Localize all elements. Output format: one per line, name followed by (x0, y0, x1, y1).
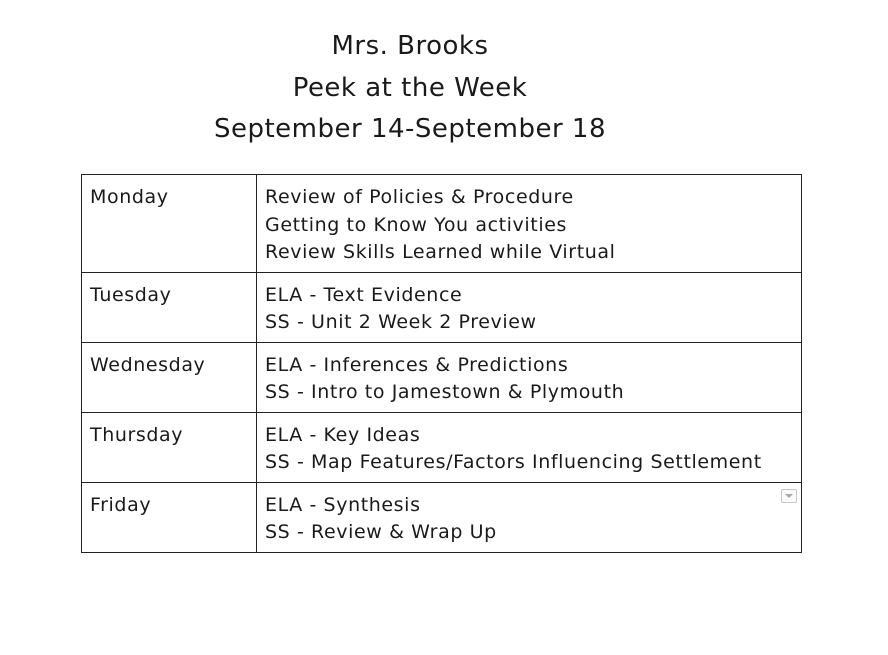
plan-line: Review Skills Learned while Virtual (265, 241, 616, 263)
plan-line: SS - Intro to Jamestown & Plymouth (265, 381, 625, 403)
table-row-monday (82, 175, 802, 273)
page-header (0, 26, 820, 151)
day-cell: Friday (82, 482, 257, 552)
plan-cell (257, 412, 802, 482)
teacher-name: Mrs. Brooks (331, 31, 489, 61)
table-row-wednesday (82, 342, 802, 412)
plan-line: ELA - Key Ideas (265, 423, 421, 446)
plan-cell (257, 342, 802, 412)
day-cell: Thursday (82, 412, 257, 482)
day-cell: Monday (82, 175, 257, 273)
plan-line: SS - Map Features/Factors Influencing Settlement (265, 451, 762, 473)
page-title: Peek at the Week (292, 72, 528, 103)
plan-line: Getting to Know You activities (265, 213, 567, 236)
table-row-friday (82, 482, 802, 552)
weekly-schedule-table (81, 174, 802, 553)
plan-line: ELA - Text Evidence (265, 283, 463, 306)
plan-line: Review of Policies & Procedure (265, 186, 574, 208)
table-row-tuesday (82, 272, 802, 342)
plan-cell (257, 175, 802, 273)
day-cell: Tuesday (82, 272, 257, 342)
plan-line: ELA - Inferences & Predictions (265, 353, 569, 376)
plan-line: ELA - Synthesis (265, 493, 421, 516)
table-row-thursday (82, 412, 802, 482)
plan-line: SS - Review & Wrap Up (265, 521, 497, 543)
date-range: September 14-September 18 (213, 114, 606, 144)
plan-cell (257, 272, 802, 342)
plan-cell (257, 482, 802, 552)
plan-line: SS - Unit 2 Week 2 Preview (265, 311, 537, 333)
chevron-down-icon[interactable] (781, 489, 797, 503)
day-cell: Wednesday (82, 342, 257, 412)
